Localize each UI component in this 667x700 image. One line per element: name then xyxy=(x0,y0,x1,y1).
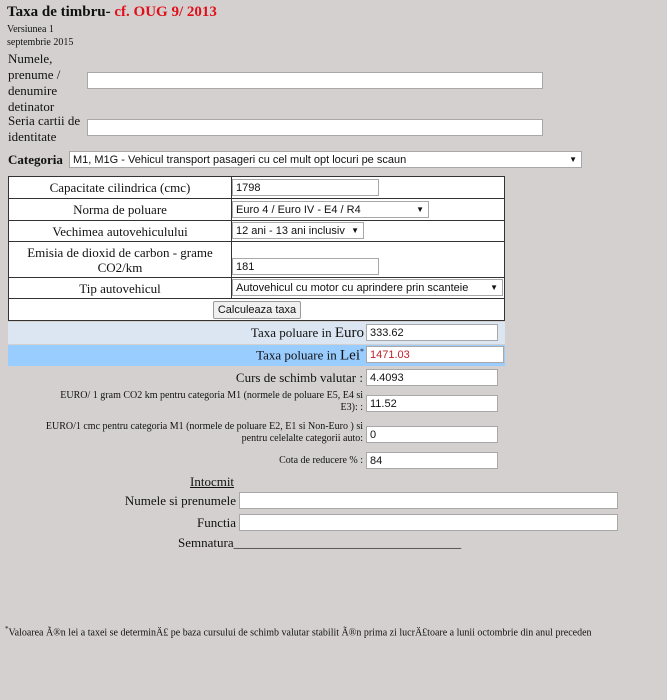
vehicle-age-label: Vechimea autovehiculului xyxy=(9,221,232,241)
co2-emission-label: Emisia de dioxid de carbon - grame CO2/km xyxy=(9,242,232,277)
chevron-down-icon: ▼ xyxy=(351,226,359,235)
preparer-name-label: Numele si prenumele xyxy=(124,493,236,508)
title-reference: cf. OUG 9/ 2013 xyxy=(114,4,217,20)
reduction-label: Cota de reducere % : xyxy=(279,455,363,466)
function-label: Functia xyxy=(197,515,236,530)
lei-tax-value[interactable]: 1471.03 xyxy=(366,346,504,363)
function-input[interactable] xyxy=(239,514,618,531)
reduction-input[interactable]: 84 xyxy=(366,452,498,469)
id-series-label: Seria cartii de identitate xyxy=(8,113,81,144)
owner-name-input[interactable] xyxy=(87,72,543,89)
preparer-name-input[interactable] xyxy=(239,492,618,509)
euro-tax-value[interactable]: 333.62 xyxy=(366,324,498,341)
exchange-rate-input[interactable]: 4.4093 xyxy=(366,369,498,386)
signature-line: Semnatura___________________________________ xyxy=(178,535,462,550)
calculate-tax-button[interactable]: Calculeaza taxa xyxy=(213,301,301,319)
chevron-down-icon: ▼ xyxy=(569,155,577,164)
exchange-rate-label: Curs de schimb valutar : xyxy=(235,370,363,385)
vehicle-type-select[interactable]: Autovehicul cu motor cu aprindere prin scanteie ▼ xyxy=(232,279,503,296)
capacity-label: Capacitate cilindrica (cmc) xyxy=(9,177,232,198)
version-date: septembrie 2015 xyxy=(7,37,74,48)
title-main: Taxa de timbru- xyxy=(7,4,115,20)
category-label: Categoria xyxy=(8,152,63,167)
page-title xyxy=(7,4,217,21)
cmc-euro-label: EURO/1 cmc pentru categoria M1 (normele de poluare E2, E1 si Non-Euro ) si pentru celelalte categorii auto: xyxy=(45,421,363,444)
prepared-by-heading: Intocmit xyxy=(190,474,235,489)
co2-euro-input[interactable]: 11.52 xyxy=(366,395,498,412)
euro-tax-label: Taxa poluare in Euro xyxy=(250,325,364,341)
footnote: *Valoarea Ã®n lei a taxei se determinÄ£ pe baza cursului de schimb valutar stabilit Ã®n prima zi lucrÄ£toare a lunii octombrie din anul preceden xyxy=(5,625,592,639)
cmc-euro-input[interactable]: 0 xyxy=(366,426,498,443)
lei-tax-label: Taxa poluare in Lei* xyxy=(256,347,364,364)
version-info xyxy=(7,23,73,49)
version-number: Versiunea 1 xyxy=(7,24,54,35)
id-series-input[interactable] xyxy=(87,119,543,136)
chevron-down-icon: ▼ xyxy=(490,283,498,292)
chevron-down-icon: ▼ xyxy=(416,205,424,214)
vehicle-age-select[interactable]: 12 ani - 13 ani inclusiv ▼ xyxy=(232,222,364,239)
pollution-norm-select[interactable]: Euro 4 / Euro IV - E4 / R4 ▼ xyxy=(232,201,429,218)
owner-name-label: Numele, prenume / denumire detinator xyxy=(8,51,61,114)
category-select[interactable]: M1, M1G - Vehicul transport pasageri cu cel mult opt locuri pe scaun ▼ xyxy=(69,151,582,168)
pollution-norm-label: Norma de poluare xyxy=(9,199,232,220)
capacity-input[interactable]: 1798 xyxy=(232,179,379,196)
vehicle-type-label: Tip autovehicul xyxy=(9,278,232,298)
co2-emission-input[interactable]: 181 xyxy=(232,258,379,275)
co2-euro-label: EURO/ 1 gram CO2 km pentru categoria M1 (normele de poluare E5, E4 si E3): : xyxy=(60,390,363,413)
